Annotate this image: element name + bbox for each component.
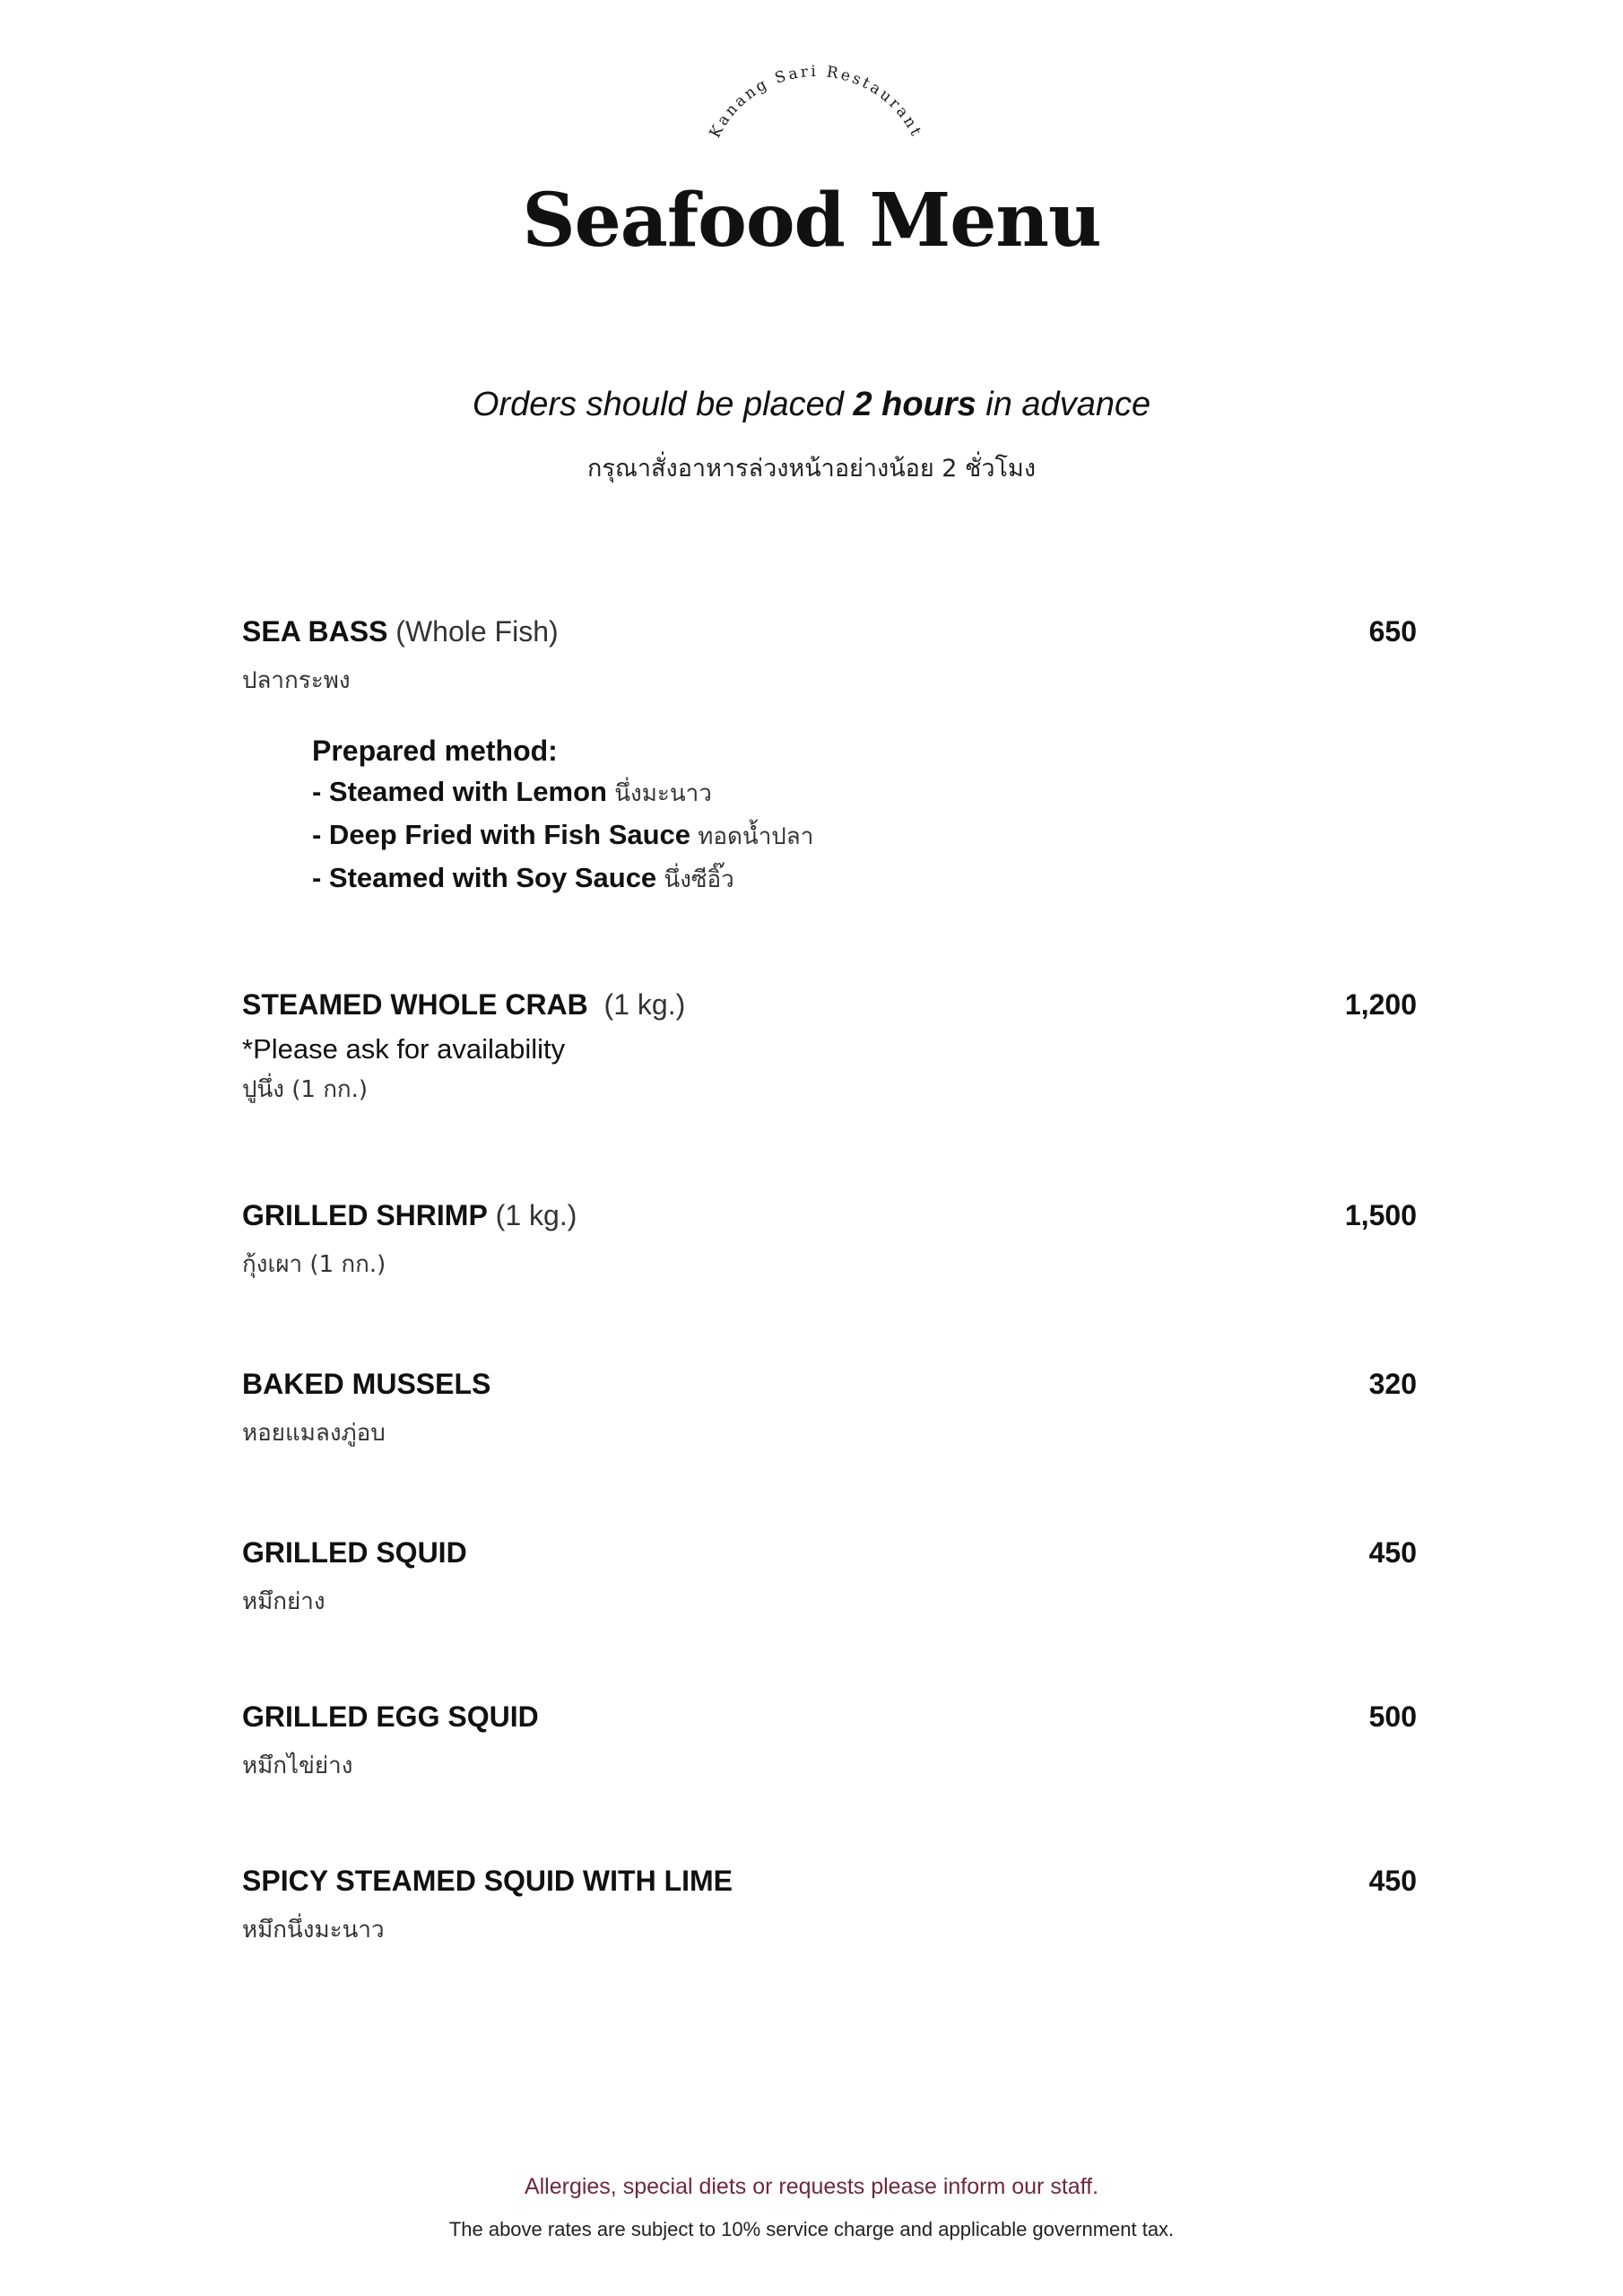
method-option: - Deep Fried with Fish Sauce ทอดน้ำปลา <box>312 819 814 850</box>
advance-order-notice-thai: กรุณาสั่งอาหารล่วงหน้าอย่างน้อย 2 ชั่วโมง <box>586 455 1037 483</box>
item-thai-name: หมึกย่าง <box>242 1588 325 1615</box>
item-name: BAKED MUSSELS <box>242 1368 491 1400</box>
restaurant-name: Kanang Sari Restaurant <box>706 62 926 142</box>
item-qualifier: (1 kg.) <box>587 988 686 1021</box>
allergy-notice: Allergies, special diets or requests please inform our staff. <box>524 2174 1099 2199</box>
item-name: GRILLED EGG SQUID <box>242 1700 539 1733</box>
menu-item-grilled-egg-squid <box>242 1700 1417 1784</box>
prepared-method-title: Prepared method: <box>312 735 558 767</box>
item-thai-name: หมึกนึ่งมะนาว <box>242 1917 385 1944</box>
menu-item-baked-mussels <box>242 1368 1417 1451</box>
item-name: GRILLED SQUID <box>242 1536 467 1569</box>
item-name: STEAMED WHOLE CRAB (1 kg.) <box>242 988 686 1021</box>
item-name: GRILLED SHRIMP (1 kg.) <box>242 1199 577 1231</box>
item-price: 500 <box>1368 1700 1417 1733</box>
item-price: 450 <box>1368 1865 1417 1897</box>
item-thai-name: กุ้งเผา (1 กก.) <box>242 1251 386 1278</box>
item-price: 1,500 <box>1344 1199 1417 1231</box>
notice-text-end: in advance <box>976 386 1151 423</box>
menu-item-grilled-shrimp <box>242 1199 1417 1283</box>
prepared-method-list <box>312 735 1417 897</box>
menu-item-steamed-crab <box>242 988 1417 1108</box>
menu-header <box>0 0 1623 296</box>
item-price: 320 <box>1368 1368 1417 1400</box>
item-name: SEA BASS (Whole Fish) <box>242 615 559 648</box>
menu-item-grilled-squid <box>242 1536 1417 1620</box>
item-thai-name: หอยแมลงภู่อบ <box>242 1420 386 1447</box>
item-price: 1,200 <box>1344 988 1417 1021</box>
notice-text-start: Orders should be placed <box>472 386 854 423</box>
menu-item-sea-bass <box>242 615 1417 897</box>
advance-order-notice <box>0 386 1623 424</box>
item-thai-name: หมึกไข่ย่าง <box>242 1752 353 1779</box>
item-thai-name: ปลากระพง <box>242 667 351 694</box>
item-qualifier: (1 kg.) <box>487 1199 577 1231</box>
item-thai-name: ปูนึ่ง (1 กก.) <box>242 1076 369 1103</box>
item-price: 450 <box>1368 1536 1417 1569</box>
item-availability-note: *Please ask for availability <box>242 1033 566 1065</box>
item-name: SPICY STEAMED SQUID WITH LIME <box>242 1865 733 1897</box>
item-price: 650 <box>1368 615 1417 648</box>
menu-item-spicy-steamed-squid <box>242 1865 1417 1948</box>
service-charge-notice: The above rates are subject to 10% service charge and applicable government tax. <box>448 2218 1175 2240</box>
method-option: - Steamed with Lemon นึ่งมะนาว <box>312 776 712 807</box>
page-title: Seafood Menu <box>522 178 1101 264</box>
item-qualifier: (Whole Fish) <box>387 615 559 648</box>
method-option: - Steamed with Soy Sauce นึ่งซีอิ๊ว <box>312 862 734 893</box>
notice-emphasis: 2 hours <box>853 386 976 423</box>
